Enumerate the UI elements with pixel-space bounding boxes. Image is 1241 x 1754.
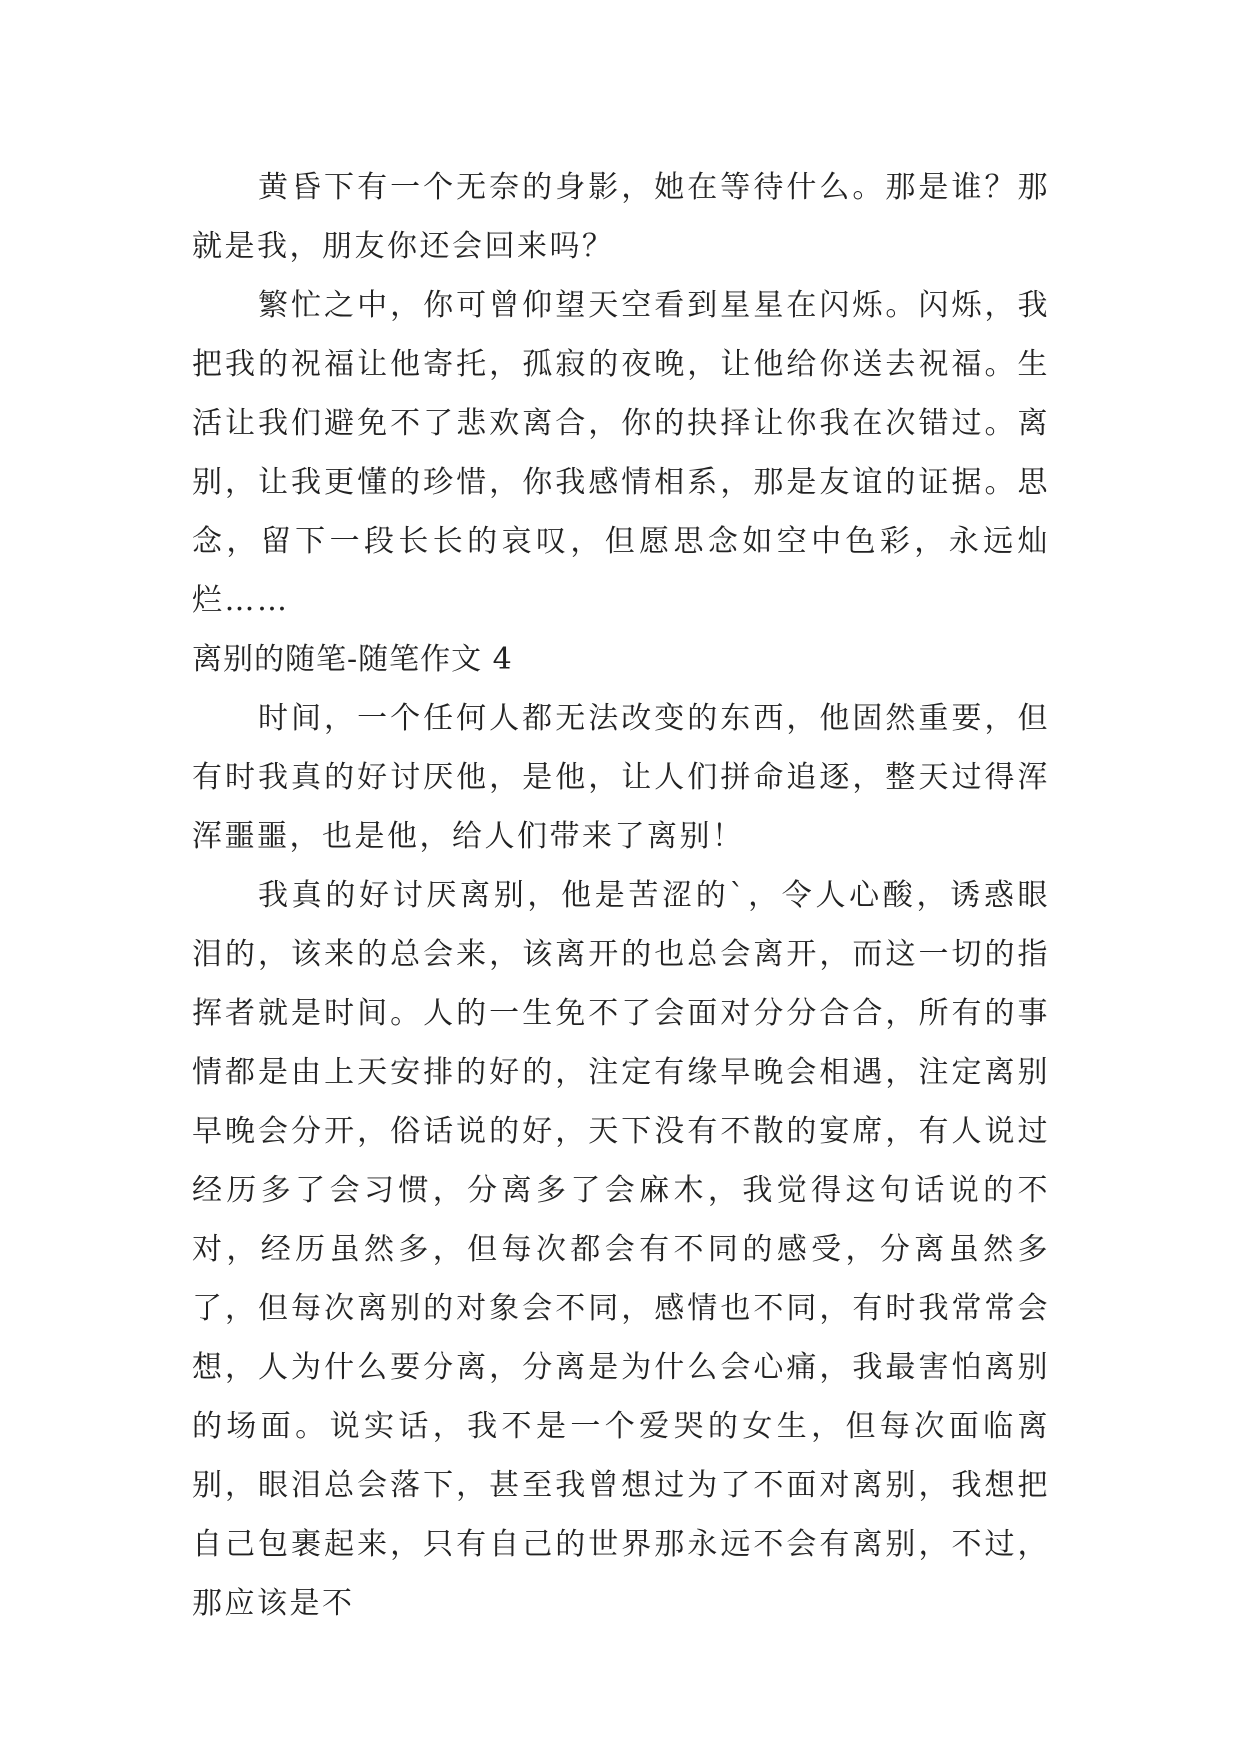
paragraph-hate-parting: 我真的好讨厌离别，他是苦涩的`，令人心酸，诱惑眼泪的，该来的总会来，该离开的也总会离开，而这一切的指挥者就是时间。人的一生免不了会面对分分合合，所有的事情都是由上天安排的好的，注定有缘早晚会相遇，注定离别早晚会分开，俗话说的好，天下没有不散的宴席，有人说过经历多了会习惯，分离多了会麻木，我觉得这句话说的不对，经历虽然多，但每次都会有不同的感受，分离虽然多了，但每次离别的对象会不同，感情也不同，有时我常常会想，人为什么要分离，分离是为什么会心痛，我最害怕离别的场面。说实话，我不是一个爱哭的女生，但每次面临离别，眼泪总会落下，甚至我曾想过为了不面对离别，我想把自己包裹起来，只有自己的世界那永远不会有离别，不过，那应该是不 — [192, 878, 1050, 1621]
section-title: 离别的随笔-随笔作文 4 — [192, 642, 513, 677]
paragraph-dusk-figure: 黄昏下有一个无奈的身影，她在等待什么。那是谁？那就是我，朋友你还会回来吗？ — [192, 170, 1050, 264]
paragraph-time: 时间，一个任何人都无法改变的东西，他固然重要，但有时我真的好讨厌他，是他，让人们拼命追逐，整天过得浑浑噩噩，也是他，给人们带来了离别！ — [192, 701, 1050, 854]
paragraph-stars-blessing: 繁忙之中，你可曾仰望天空看到星星在闪烁。闪烁，我把我的祝福让他寄托，孤寂的夜晚，让他给你送去祝福。生活让我们避免不了悲欢离合，你的抉择让你我在次错过。离别，让我更懂的珍惜，你我感情相系，那是友谊的证据。思念，留下一段长长的哀叹，但愿思念如空中色彩，永远灿烂…… — [192, 288, 1050, 618]
document-body — [192, 158, 1050, 1633]
